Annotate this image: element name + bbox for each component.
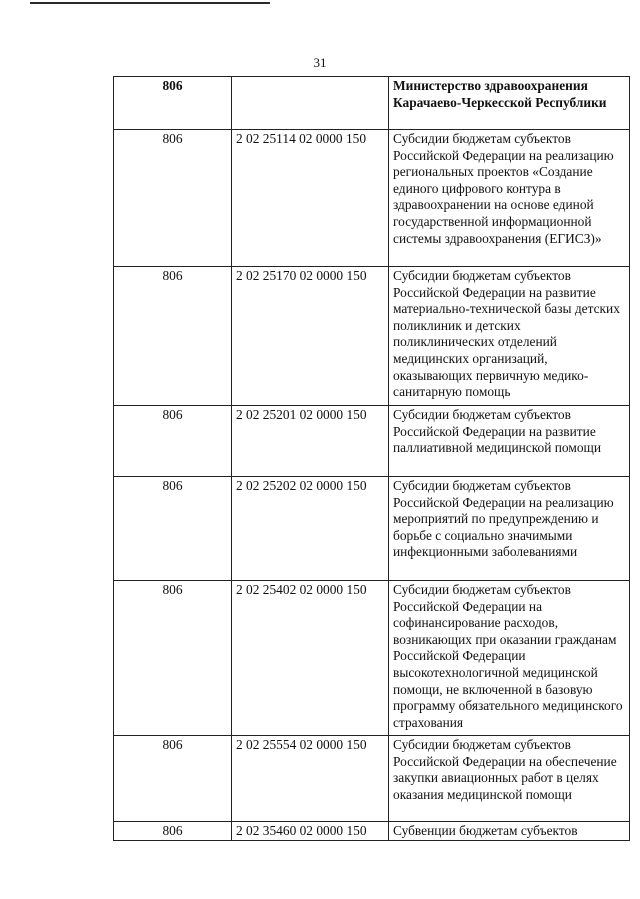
table-row	[114, 406, 630, 477]
income-code-cell: 2 02 25202 02 0000 150	[232, 477, 389, 581]
table-row	[114, 477, 630, 581]
income-code-cell: 2 02 25201 02 0000 150	[232, 406, 389, 477]
table-row	[114, 581, 630, 736]
table-row	[114, 822, 630, 841]
income-name-cell: Субсидии бюджетам субъектов Российской Федерации на развитие материально-технической базы детских поликлиник и детских поликлинических отделений медицинских организаций, оказывающих первичную медико-санитарную помощь	[389, 267, 630, 406]
income-name-cell: Субвенции бюджетам субъектов	[389, 822, 630, 841]
admin-code-cell: 806	[114, 77, 232, 130]
scan-edge-line	[30, 2, 270, 4]
admin-code-cell: 806	[114, 267, 232, 406]
income-name-cell: Субсидии бюджетам субъектов Российской Федерации на софинансирование расходов, возникающих при оказании гражданам Российской Федерации высокотехнологичной медицинской помощи, не включенной в базовую программу обязательного медицинского страхования	[389, 581, 630, 736]
table-row	[114, 267, 630, 406]
income-code-cell: 2 02 25170 02 0000 150	[232, 267, 389, 406]
income-code-cell: 2 02 25114 02 0000 150	[232, 130, 389, 267]
admin-code-cell: 806	[114, 822, 232, 841]
admin-code-cell: 806	[114, 130, 232, 267]
admin-code-cell: 806	[114, 406, 232, 477]
income-name-cell: Субсидии бюджетам субъектов Российской Федерации на обеспечение закупки авиационных работ в целях оказания медицинской помощи	[389, 736, 630, 822]
income-code-cell	[232, 77, 389, 130]
income-code-cell: 2 02 35460 02 0000 150	[232, 822, 389, 841]
admin-code-cell: 806	[114, 477, 232, 581]
table-row	[114, 736, 630, 822]
admin-code-cell: 806	[114, 581, 232, 736]
page-number: 31	[313, 55, 327, 70]
admin-code-cell: 806	[114, 736, 232, 822]
income-code-cell: 2 02 25554 02 0000 150	[232, 736, 389, 822]
income-name-cell: Субсидии бюджетам субъектов Российской Федерации на развитие паллиативной медицинской помощи	[389, 406, 630, 477]
budget-income-table	[113, 76, 630, 841]
income-name-cell: Субсидии бюджетам субъектов Российской Федерации на реализацию региональных проектов «Создание единого цифрового контура в здравоохранении на основе единой государственной информационной системы здравоохранения (ЕГИСЗ)»	[389, 130, 630, 267]
table-row	[114, 77, 630, 130]
income-name-cell: Министерство здравоохранения Карачаево-Черкесской Республики	[389, 77, 630, 130]
income-code-cell: 2 02 25402 02 0000 150	[232, 581, 389, 736]
income-name-cell: Субсидии бюджетам субъектов Российской Федерации на реализацию мероприятий по предупреждению и борьбе с социально значимыми инфекционными заболеваниями	[389, 477, 630, 581]
table-row	[114, 130, 630, 267]
